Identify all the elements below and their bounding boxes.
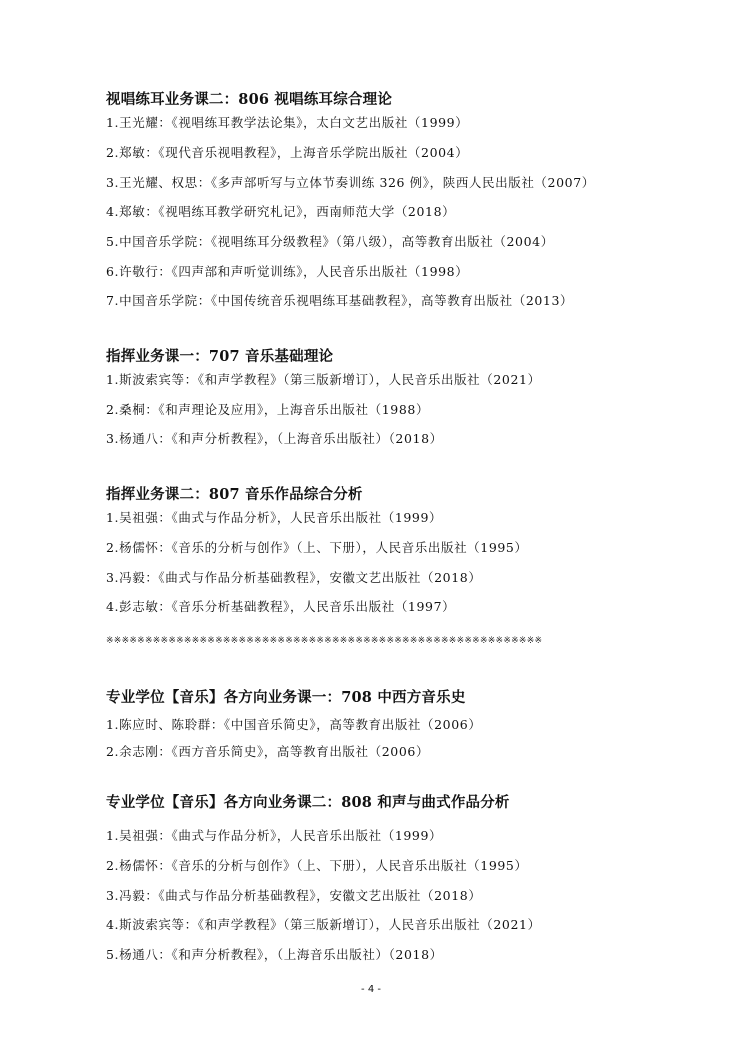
reference-item: 5.杨通八：《和声分析教程》，（上海音乐出版社）（2018） xyxy=(106,947,443,962)
reference-item: 3.王光耀、权思：《多声部听写与立体节奏训练 326 例》，陕西人民出版社（2007） xyxy=(106,175,595,190)
page-number: - 4 - xyxy=(361,984,381,995)
section-title-music-808: 专业学位【音乐】各方向业务课二：808 和声与曲式作品分析 xyxy=(106,794,510,811)
section-title-conducting-707: 指挥业务课一：707 音乐基础理论 xyxy=(106,348,334,365)
section-title-music-708: 专业学位【音乐】各方向业务课一：708 中西方音乐史 xyxy=(106,689,466,706)
reference-item: 2.桑桐：《和声理论及应用》，上海音乐出版社（1988） xyxy=(106,402,430,417)
reference-item: 1.陈应时、陈聆群：《中国音乐简史》，高等教育出版社（2006） xyxy=(106,717,482,732)
reference-item: 4.郑敏：《视唱练耳教学研究札记》，西南师范大学（2018） xyxy=(106,204,456,219)
reference-item: 3.冯毅：《曲式与作品分析基础教程》，安徽文艺出版社（2018） xyxy=(106,570,482,585)
reference-item: 1.吴祖强：《曲式与作品分析》，人民音乐出版社（1999） xyxy=(106,828,443,843)
section-title-sight-singing-806: 视唱练耳业务课二：806 视唱练耳综合理论 xyxy=(106,91,393,108)
reference-item: 4.斯波索宾等：《和声学教程》（第三版新增订），人民音乐出版社（2021） xyxy=(106,917,541,932)
reference-item: 6.许敬行：《四声部和声听觉训练》，人民音乐出版社（1998） xyxy=(106,264,469,279)
reference-item: 3.冯毅：《曲式与作品分析基础教程》，安徽文艺出版社（2018） xyxy=(106,888,482,903)
reference-item: 2.余志刚：《西方音乐简史》，高等教育出版社（2006） xyxy=(106,744,430,759)
reference-item: 1.王光耀：《视唱练耳教学法论集》，太白文艺出版社（1999） xyxy=(106,115,469,130)
reference-item: 1.斯波索宾等：《和声学教程》（第三版新增订），人民音乐出版社（2021） xyxy=(106,372,541,387)
reference-item: 5.中国音乐学院：《视唱练耳分级教程》（第八级），高等教育出版社（2004） xyxy=(106,234,554,249)
section-divider: ※※※※※※※※※※※※※※※※※※※※※※※※※※※※※※※※※※※※※※※※※※※※※※※※※※※※※※※※ xyxy=(106,636,543,646)
reference-item: 3.杨通八：《和声分析教程》，（上海音乐出版社）（2018） xyxy=(106,431,443,446)
reference-item: 2.郑敏：《现代音乐视唱教程》，上海音乐学院出版社（2004） xyxy=(106,145,469,160)
reference-item: 2.杨儒怀：《音乐的分析与创作》（上、下册），人民音乐出版社（1995） xyxy=(106,540,528,555)
reference-item: 2.杨儒怀：《音乐的分析与创作》（上、下册），人民音乐出版社（1995） xyxy=(106,858,528,873)
reference-item: 7.中国音乐学院：《中国传统音乐视唱练耳基础教程》，高等教育出版社（2013） xyxy=(106,293,574,308)
section-title-conducting-807: 指挥业务课二：807 音乐作品综合分析 xyxy=(106,486,363,503)
reference-item: 1.吴祖强：《曲式与作品分析》，人民音乐出版社（1999） xyxy=(106,510,443,525)
reference-item: 4.彭志敏：《音乐分析基础教程》，人民音乐出版社（1997） xyxy=(106,599,456,614)
